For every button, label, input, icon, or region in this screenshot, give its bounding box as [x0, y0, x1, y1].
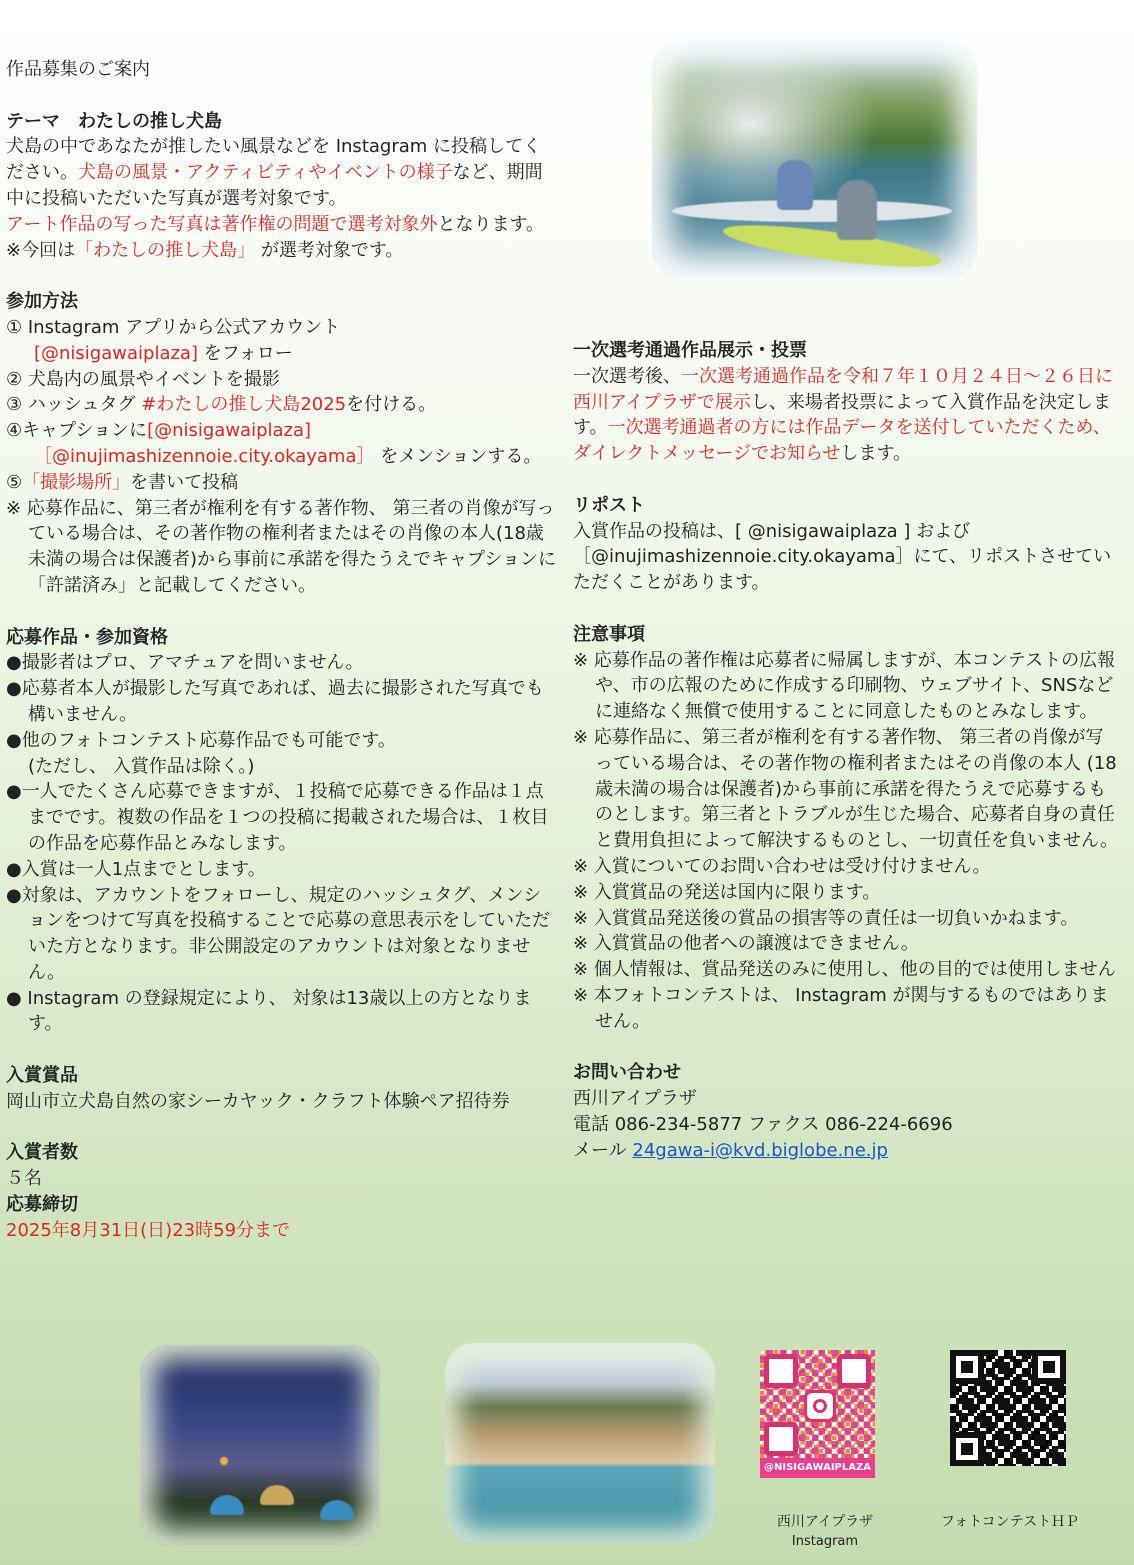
deadline-text: 2025年8月31日(日)23時59分まで	[6, 1219, 291, 1241]
instagram-handle-tag: @NISIGAWAIPLAZA	[760, 1458, 875, 1478]
theme-heading: テーマ わたしの推し犬島	[6, 110, 222, 132]
method-heading: 参加方法	[6, 291, 78, 313]
eligibility-heading: 応募作品・参加資格	[6, 626, 168, 648]
contact-mail: メール 24gawa-i@kvd.biglobe.ne.jp	[573, 1139, 888, 1161]
method-step-1: ① Instagram アプリから公式アカウント	[6, 316, 341, 338]
right-column	[573, 338, 1121, 1164]
method-step-1b: [@nisigawaiplaza] をフォロー	[34, 342, 293, 364]
deadline-heading: 応募締切	[6, 1194, 78, 1216]
exhibit-text: 一次選考後、一次選考通過作品を令和７年１０月２４日～２６日に西川アイプラザで展示し、来場者投票によって入賞作品を決定します。一次選考通過者の方には作品データを送付していただくため、ダイレクトメッセージでお知らせします。	[573, 365, 1113, 465]
night-camp-photo	[140, 1345, 380, 1545]
eligibility-item-1: ●撮影者はプロ、アマチュアを問いません。	[6, 652, 364, 674]
eligibility-item-6: ●対象は、アカウントをフォローし、規定のハッシュタグ、メンションをつけて写真を投稿することで応募の意思表示をしていただいた方となります。非公開設定のアカウントは対象となりません。	[6, 884, 550, 983]
hp-qr-caption: フォトコンテストＨＰ	[940, 1514, 1080, 1530]
theme-paragraph-1: 犬島の中であなたが推したい風景などを Instagram に投稿してください。犬島の風景・アクティビティやイベントの様子など、期間中に投稿いただいた写真が選考対象です。	[6, 136, 543, 209]
eligibility-item-2: ●応募者本人が撮影した写真であれば、過去に撮影された写真でも構いません。	[6, 678, 544, 725]
contact-org: 西川アイプラザ	[573, 1088, 697, 1110]
eligibility-item-3: ●他のフォトコンテスト応募作品でも可能です。	[6, 729, 396, 751]
beach-photo	[445, 1343, 715, 1543]
contact-tel: 電話 086-234-5877 ファクス 086-224-6696	[573, 1113, 953, 1135]
method-step-2: ② 犬島内の風景やイベントを撮影	[6, 368, 280, 390]
eligibility-item-4: ●一人でたくさん応募できますが、１投稿で応募できる作品は１点までです。複数の作品を１つの投稿に掲載された場合は、１枚目の作品を応募作品とみなします。	[6, 781, 549, 854]
method-step-4b: ［@inujimashizennoie.city.okayama］ をメンションする。	[34, 445, 542, 467]
notes-heading: 注意事項	[573, 623, 645, 645]
method-step-5: ⑤「撮影場所」を書いて投稿	[6, 471, 239, 493]
photocontest-hp-qr-code[interactable]	[950, 1350, 1066, 1466]
kayak-photo	[652, 40, 977, 278]
theme-paragraph-2: アート作品の写った写真は著作権の問題で選考対象外となります。	[6, 213, 545, 235]
instagram-icon	[804, 1390, 836, 1422]
method-step-3: ③ ハッシュタグ #わたしの推し犬島2025を付ける。	[6, 394, 437, 416]
note-3: ※ 入賞についてのお問い合わせは受け付けません。	[573, 855, 991, 877]
instagram-caption-line2: Instagram	[791, 1534, 859, 1549]
note-7: ※ 個人情報は、賞品発送のみに使用し、他の目的では使用しません	[573, 959, 1116, 981]
note-4: ※ 入賞賞品の発送は国内に限ります。	[573, 881, 881, 903]
method-step-4: ④キャプションに[@nisigawaiplaza]	[6, 420, 312, 442]
winners-text: ５名	[6, 1168, 42, 1190]
theme-paragraph-3: ※今回は「わたしの推し犬島」 が選考対象です。	[6, 239, 404, 261]
eligibility-item-5: ●入賞は一人1点までとします。	[6, 858, 266, 880]
method-note: ※ 応募作品に、第三者が権利を有する著作物、 第三者の肖像が写っている場合は、その著作物の権利者またはその肖像の本人(18歳未満の場合は保護者)から事前に承諾を得たうえでキャプションに「許諾済み」と記載してください。	[6, 497, 556, 596]
instagram-qr-caption	[755, 1512, 895, 1552]
exhibit-heading: 一次選考通過作品展示・投票	[573, 340, 807, 361]
note-8: ※ 本フォトコンテストは、 Instagram が関与するものではありません。	[573, 984, 1109, 1032]
email-link[interactable]: 24gawa-i@kvd.biglobe.ne.jp	[632, 1139, 888, 1161]
note-1: ※ 応募作品の著作権は応募者に帰属しますが、本コンテストの広報や、市の広報のために作成する印刷物、ウェブサイト、SNSなどに連絡なく無償で使用することに同意したものとみなします。	[573, 649, 1116, 723]
repost-text: 入賞作品の投稿は、[ @nisigawaiplaza ] および［@inujimashizennoie.city.okayama］にて、リポストさせていただくことがあります。	[573, 520, 1112, 594]
eligibility-item-7: ● Instagram の登録規定により、 対象は13歳以上の方となります。	[6, 987, 532, 1035]
instagram-qr-code[interactable]	[760, 1350, 875, 1478]
note-5: ※ 入賞賞品発送後の賞品の損害等の責任は一切負いかねます。	[573, 907, 1079, 929]
prize-text: 岡山市立犬島自然の家シーカヤック・クラフト体験ペア招待券	[6, 1090, 510, 1112]
contact-heading: お問い合わせ	[573, 1062, 681, 1084]
winners-heading: 入賞者数	[6, 1142, 78, 1164]
note-6: ※ 入賞賞品の他者への譲渡はできません。	[573, 933, 919, 955]
instagram-caption-line1: 西川アイプラザ	[776, 1514, 874, 1530]
left-column	[6, 57, 556, 1244]
repost-heading: リポスト	[573, 494, 645, 516]
note-2: ※ 応募作品に、第三者が権利を有する著作物、 第三者の肖像が写っている場合は、その著作物の権利者またはその肖像の本人 (18歳未満の場合は保護者)から事前に承諾を得たうえで応募するものとします。第三者とトラブルが生じた場合、応募者自身の責任と費用負担によって解決するものとし、一切責任を負いません。	[573, 726, 1119, 852]
eligibility-item-3b: (ただし、 入賞作品は除く。)	[28, 755, 255, 777]
intro-text: 作品募集のご案内	[6, 59, 150, 80]
prize-heading: 入賞賞品	[6, 1065, 78, 1087]
